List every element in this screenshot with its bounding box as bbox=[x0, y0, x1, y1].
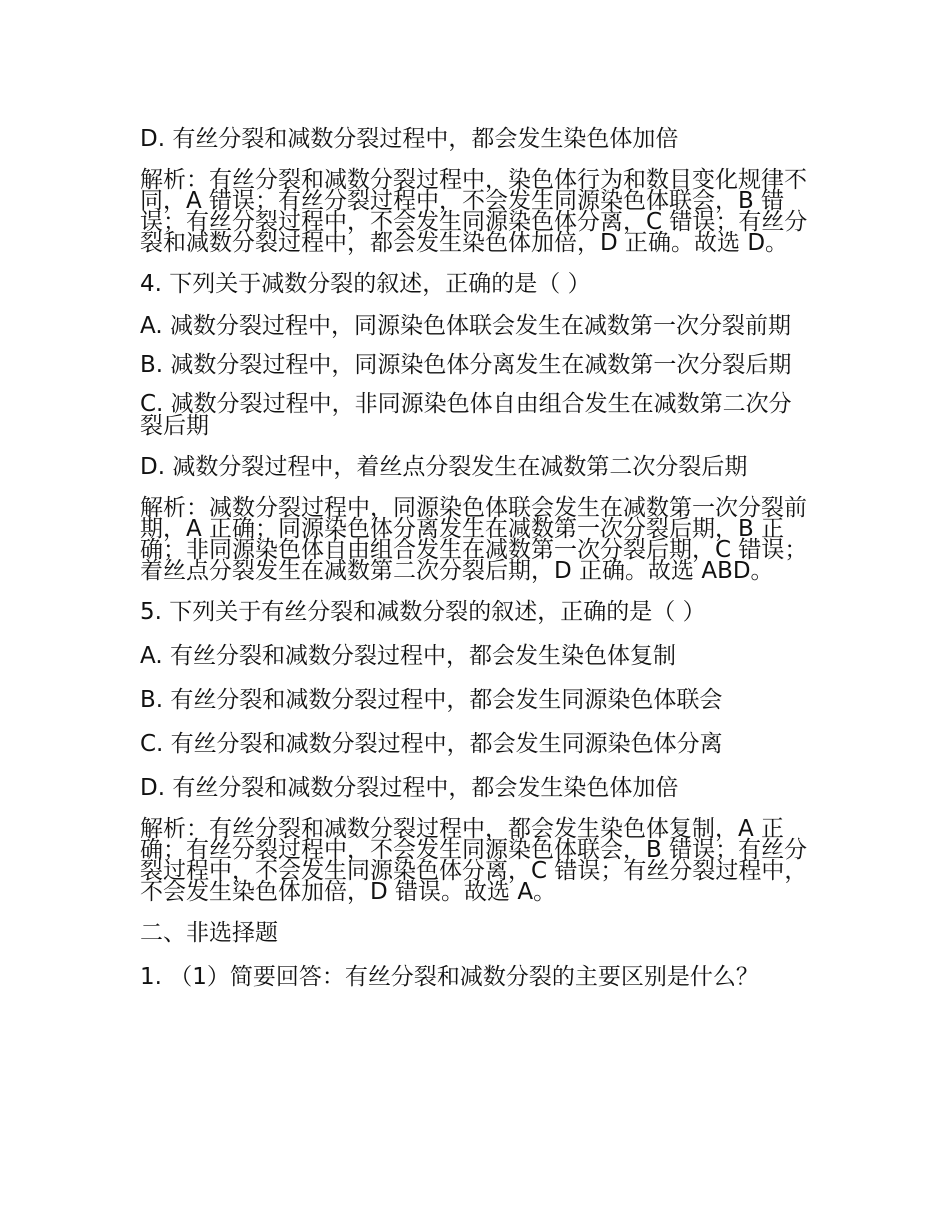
question-4-option-d: D. 减数分裂过程中，着丝点分裂发生在减数第二次分裂后期 bbox=[140, 454, 748, 480]
question-4-option-a: A. 减数分裂过程中，同源染色体联会发生在减数第一次分裂前期 bbox=[140, 313, 791, 339]
question-5-option-c: C. 有丝分裂和减数分裂过程中，都会发生同源染色体分离 bbox=[140, 731, 723, 757]
question-4: 4. 下列关于减数分裂的叙述，正确的是（ ） bbox=[140, 271, 591, 297]
section-heading-non-choice: 二、非选择题 bbox=[140, 920, 278, 946]
analysis-question-3: 解析：有丝分裂和减数分裂过程中，染色体行为和数目变化规律不同，A 错误；有丝分裂过程中，不会发生同源染色体联会，B 错误；有丝分裂过程中，不会发生同源染色体分离，C 错误；有丝分裂和减数分裂过程中，都会发生染色体加倍，D 正确。故选 D。 bbox=[140, 167, 808, 256]
analysis-question-4: 解析：减数分裂过程中，同源染色体联会发生在减数第一次分裂前期，A 正确；同源染色体分离发生在减数第一次分裂后期，B 正确；非同源染色体自由组合发生在减数第一次分裂后期，C 错误；着丝点分裂发生在减数第二次分裂后期，D 正确。故选 ABD。 bbox=[140, 495, 808, 584]
question-5-option-a: A. 有丝分裂和减数分裂过程中，都会发生染色体复制 bbox=[140, 643, 676, 669]
question-4-option-c: C. 减数分裂过程中，非同源染色体自由组合发生在减数第二次分裂后期 bbox=[140, 391, 792, 439]
analysis-question-5: 解析：有丝分裂和减数分裂过程中，都会发生染色体复制，A 正确；有丝分裂过程中，不会发生同源染色体联会，B 错误；有丝分裂过程中，不会发生同源染色体分离，C 错误；有丝分裂过程中，不会发生染色体加倍，D 错误。故选 A。 bbox=[140, 816, 808, 905]
non-choice-question-1: 1. （1）简要回答：有丝分裂和减数分裂的主要区别是什么？ bbox=[140, 964, 759, 990]
question-5-option-b: B. 有丝分裂和减数分裂过程中，都会发生同源染色体联会 bbox=[140, 687, 723, 713]
question-5-option-d: D. 有丝分裂和减数分裂过程中，都会发生染色体加倍 bbox=[140, 775, 679, 801]
option-d-previous: D. 有丝分裂和减数分裂过程中，都会发生染色体加倍 bbox=[140, 126, 679, 152]
question-4-option-b: B. 减数分裂过程中，同源染色体分离发生在减数第一次分裂后期 bbox=[140, 352, 792, 378]
document-page bbox=[140, 126, 812, 1008]
question-5: 5. 下列关于有丝分裂和减数分裂的叙述，正确的是（ ） bbox=[140, 599, 706, 625]
